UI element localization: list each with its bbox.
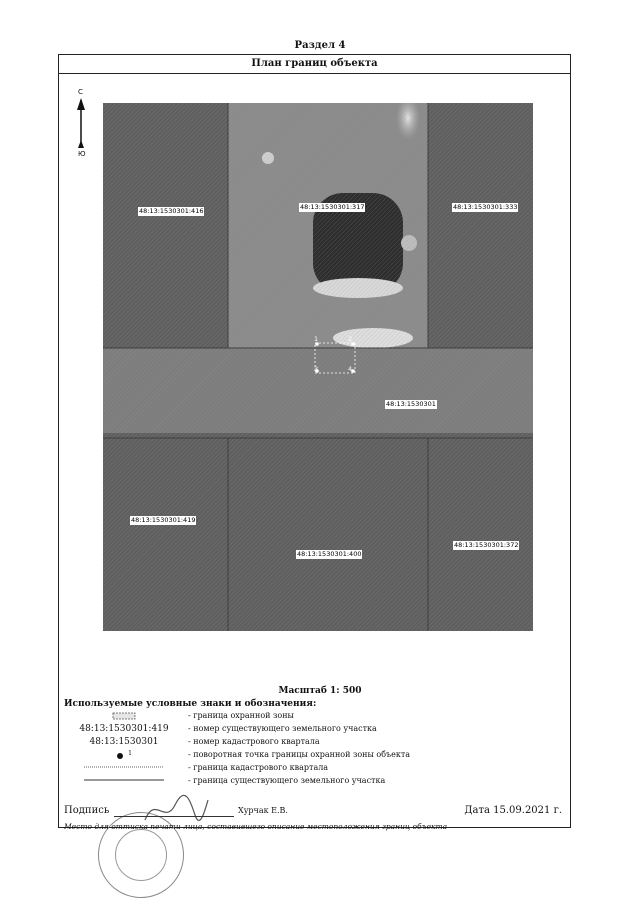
turning-point-symbol: 1 [64,750,184,764]
point-label: 2 [348,335,353,343]
quarter-boundary-symbol [64,763,184,774]
signature-line [114,816,234,817]
stamp-note: Место для оттиска печати лица, составившего описание местоположения границ объекта [64,822,448,831]
north-label: С [78,88,83,96]
point-label: 3 [314,365,319,373]
protection-zone-symbol [64,711,184,724]
scale-text: Масштаб 1: 500 [278,686,362,696]
parcel-label-372: 48:13:1530301:372 [454,541,519,549]
signature-label: Подпись [64,805,110,816]
parcel-number-symbol: 48:13:1530301:419 [79,724,169,734]
section-title: Раздел 4 [294,40,346,51]
parcel-label-400: 48:13:1530301:400 [297,550,362,558]
signature-date: Дата 15.09.2021 г. [464,805,562,816]
signer-name: Хурчак Е.В. [238,806,288,815]
point-label: 4 [348,365,353,373]
quarter-label: 48:13:1530301 [386,400,436,408]
quarter-number-symbol: 48:13:1530301 [89,737,159,747]
north-arrow [74,88,94,168]
parcel-label-333: 48:13:1530301:333 [453,203,518,211]
plan-title: План границ объекта [59,55,570,74]
parcel-label-419: 48:13:1530301:419 [131,516,196,524]
parcel-label-317: 48:13:1530301:317 [300,203,365,211]
legend-title: Используемые условные знаки и обозначения: [64,699,317,709]
parcel-label-416: 48:13:1530301:416 [139,207,204,215]
point-label: 1 [314,335,319,343]
map-image [103,103,533,631]
south-label: Ю [78,150,86,158]
parcel-boundary-symbol [64,776,184,787]
